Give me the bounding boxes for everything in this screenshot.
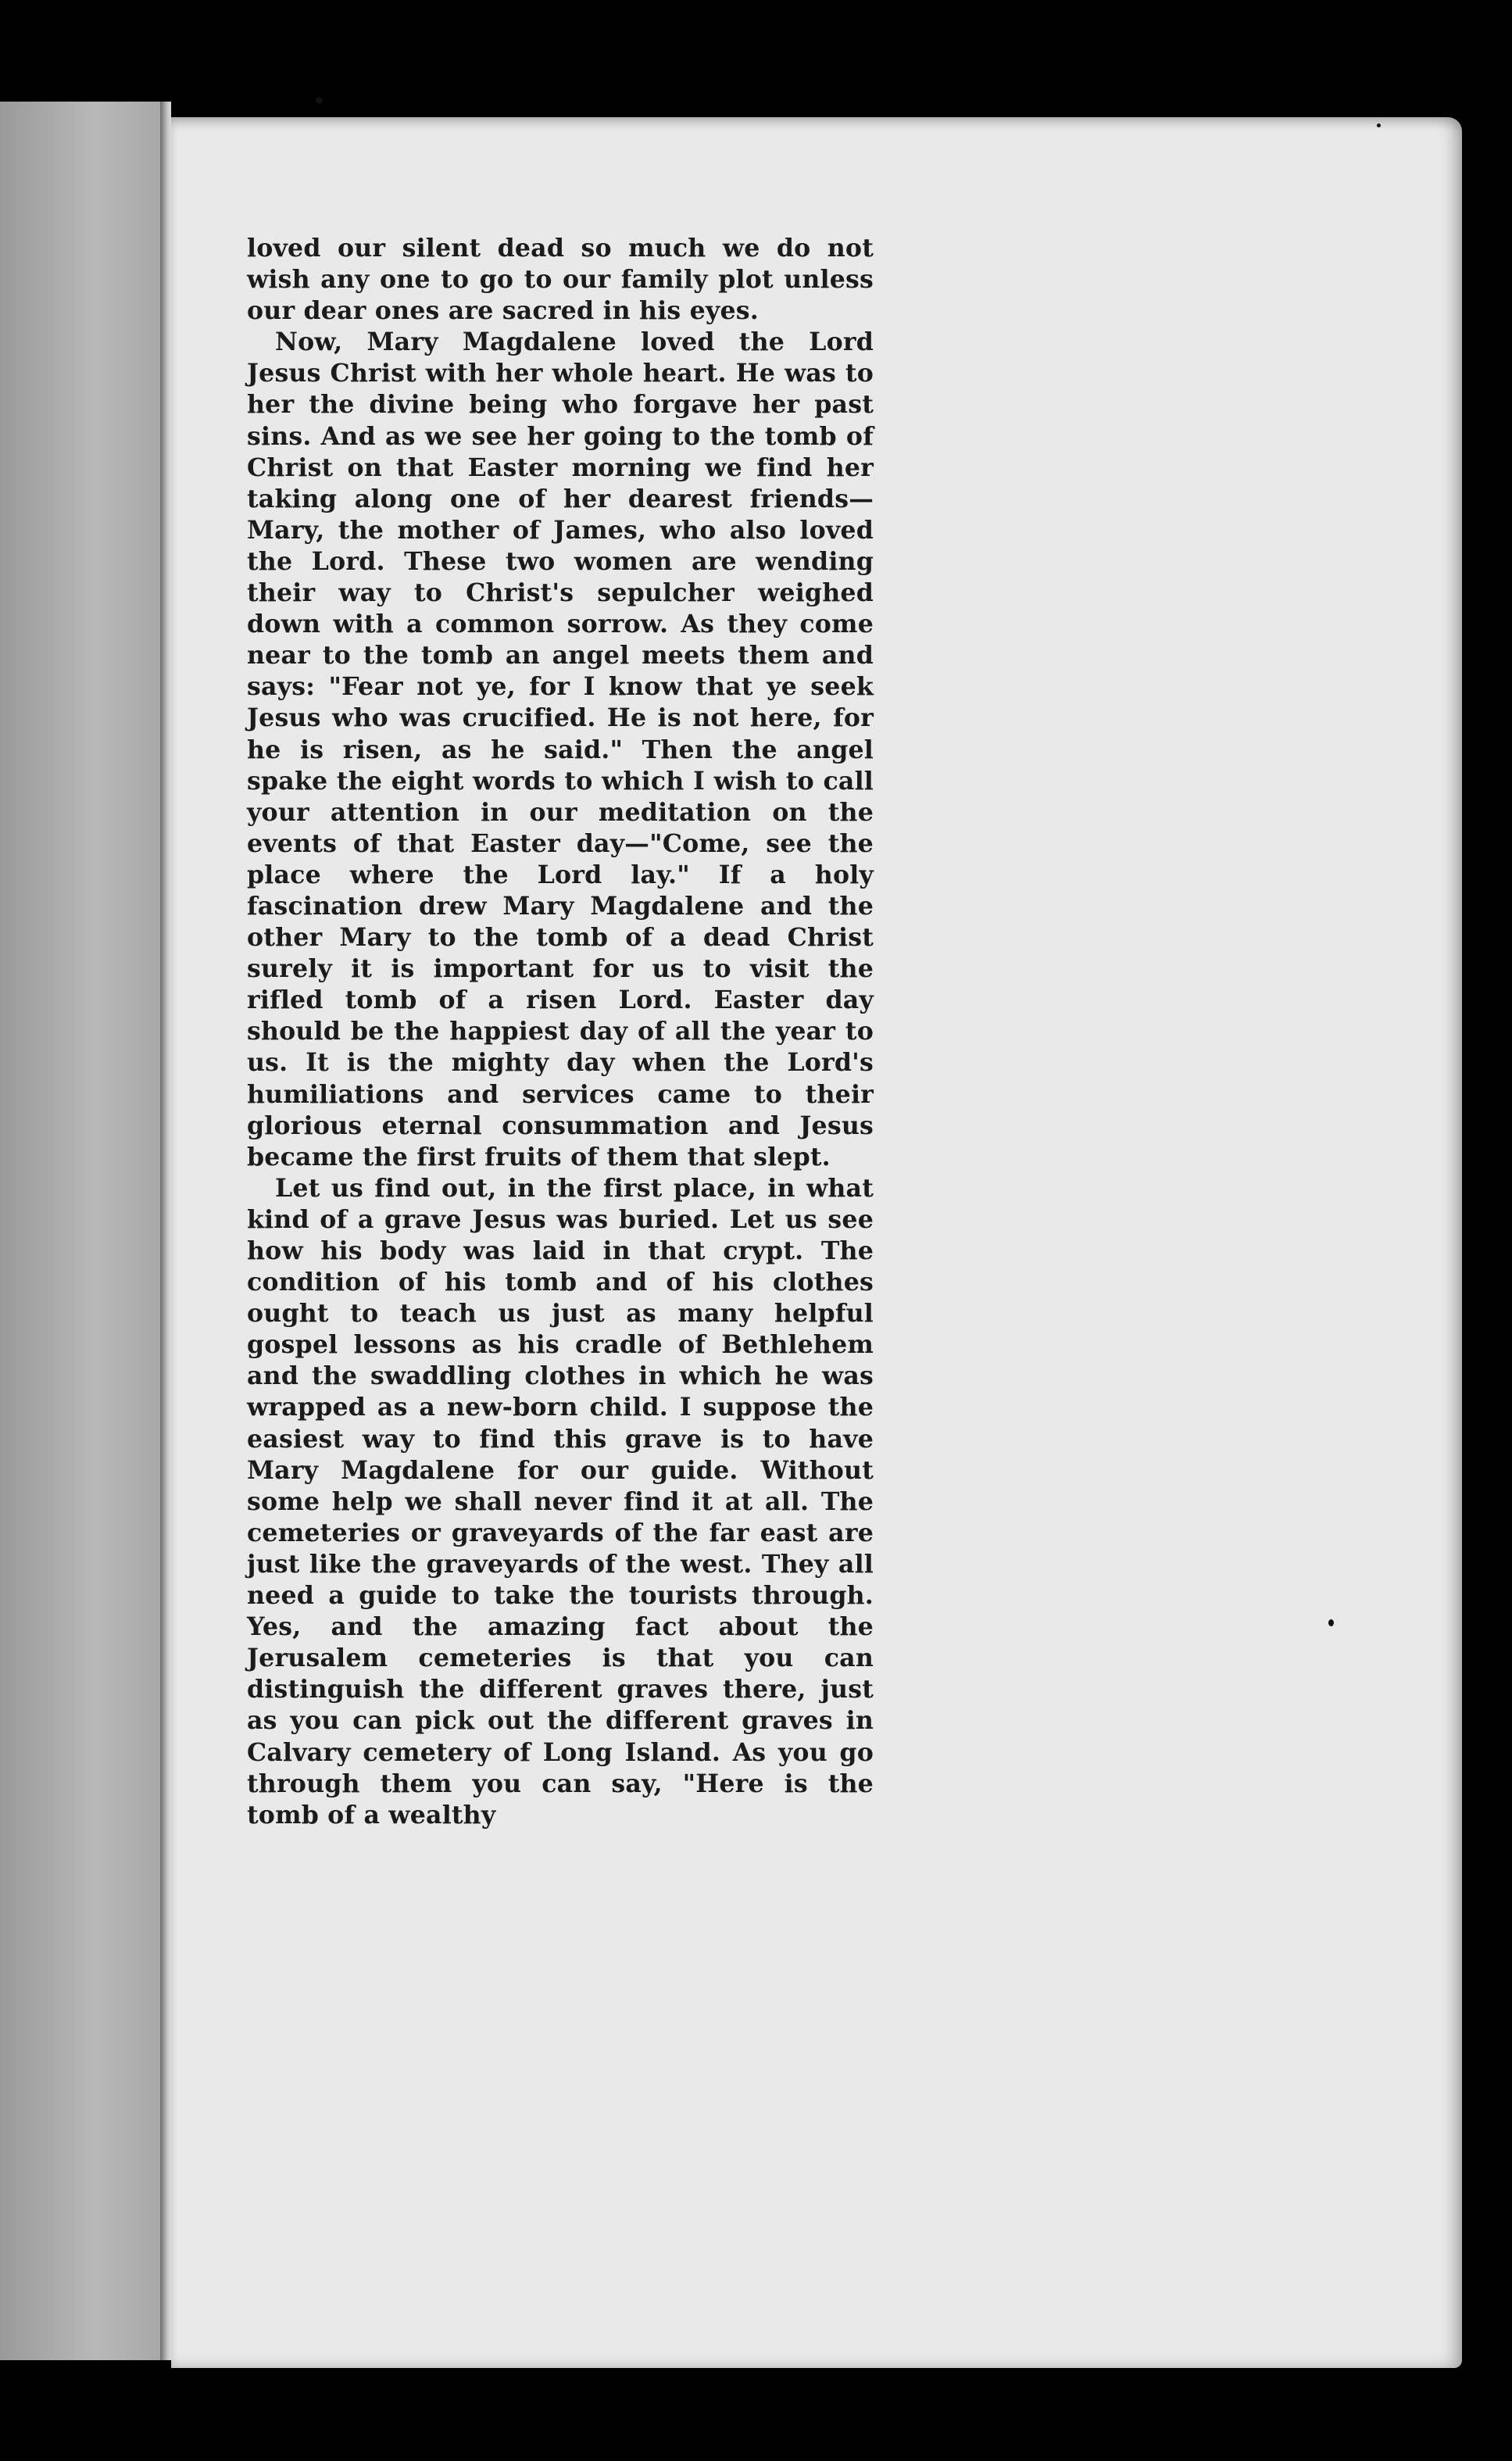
left-page-edge — [0, 102, 160, 2360]
article-text — [247, 233, 874, 1831]
paragraph-2: Now, Mary Magdalene loved the Lord Jesus Christ with her whole heart. He was to her the divine being who forgave her past sins. And as we see her going to the tomb of Christ on that Easter morning we find her taking along one of her dearest friends—Mary, the mother of James, who also loved the Lord. These two women are wending their way to Christ's sepulcher weighed down with a common sorrow. As they come near to the tomb an angel meets them and says: "Fear not ye, for I know that ye seek Jesus who was crucified. He is not here, for he is risen, as he said." Then the angel spake the eight words to which I wish to call your attention in our meditation on the events of that Easter day—"Come, see the place where the Lord lay." If a holy fascination drew Mary Magdalene and the other Mary to the tomb of a dead Christ surely it is important for us to visit the rifled tomb of a risen Lord. Easter day should be the happiest day of all the year to us. It is the mighty day when the Lord's humiliations and services came to their glorious eternal consummation and Jesus became the first fruits of them that slept. — [247, 327, 874, 1171]
paragraph-3: Let us find out, in the first place, in what kind of a grave Jesus was buried. Let us see how his body was laid in that crypt. The condition of his tomb and of his clothes ought to teach us just as many helpful gospel lessons as his cradle of Bethlehem and the swaddling clothes in which he was wrapped as a new-born child. I suppose the easiest way to find this grave is to have Mary Magdalene for our guide. Without some help we shall never find it at all. The cemeteries or graveyards of the far east are just like the graveyards of the west. They all need a guide to take the tourists through. Yes, and the amazing fact about the Jerusalem cemeteries is that you can distinguish the different graves there, just as you can pick out the different graves in Calvary cemetery of Long Island. As you go through them you can say, "Here is the tomb of a wealthy — [247, 1173, 874, 1830]
dust-speck — [1377, 123, 1381, 127]
paragraph-1: loved our silent dead so much we do not wish any one to go to our family plot unless our dear ones are sacred in his eyes. — [247, 234, 874, 326]
book-spine — [160, 102, 171, 2360]
dust-speck — [1328, 1619, 1334, 1626]
dust-speck — [316, 97, 323, 104]
